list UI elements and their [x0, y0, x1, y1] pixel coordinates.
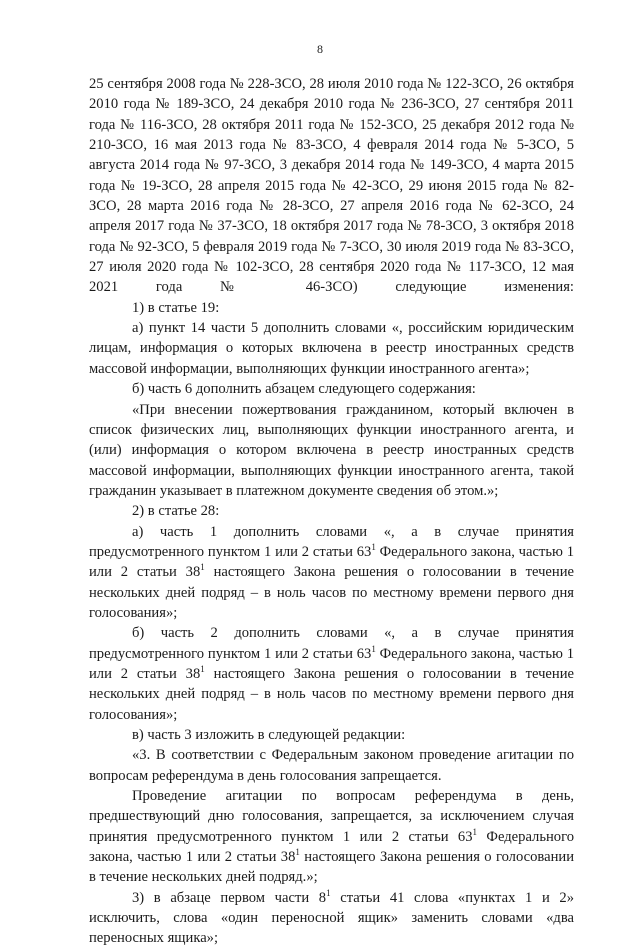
paragraph-article-28-b — [89, 623, 574, 725]
superscript: 1 — [472, 826, 478, 837]
superscript: 1 — [295, 847, 300, 858]
superscript: 1 — [200, 562, 205, 573]
text-segment: Федерального закона, частью 1 или 2 статьи 38 — [89, 828, 575, 866]
text-segment: Проведение агитации по вопросам референдума в день, предшествующий дню голосования, запрещается, за исключением случая принятия предусмотренного пунктом 1 или 2 статьи 63 — [89, 788, 574, 845]
paragraph-article-28-v: в) часть 3 изложить в следующей редакции: — [132, 727, 406, 743]
page-number: 8 — [317, 42, 323, 56]
paragraph-article-28: 2) в статье 28: — [132, 503, 220, 520]
paragraph-article-19-b: б) часть 6 дополнить абзацем следующего содержания: — [132, 381, 476, 398]
superscript: 1 — [371, 643, 376, 654]
document-body — [89, 74, 574, 949]
paragraph-part-3-quote: «3. В соответствии с Федеральным законом проведение агитации по вопросам референдума в день голосования запрещается. — [89, 747, 574, 784]
text-segment: настоящего Закона решения о голосовании в течение нескольких дней подряд.»; — [89, 849, 575, 886]
text-segment: статьи 41 слова «пунктах 1 и 2» исключить, слова «один переносной ящик» заменить словами «два переносных ящика»; — [89, 889, 574, 947]
paragraph-article-19: 1) в статье 19: — [132, 299, 220, 316]
paragraph-article-19-a: а) пункт 14 части 5 дополнить словами «, российским юридическим лицам, информация о которых включена в реестр иностранных средств массовой информации, выполняющих функции иностранного агента»; — [89, 320, 574, 377]
text-segment: б) часть 2 дополнить словами «, а в случае принятия предусмотренного пунктом 1 или 2 статьи 63 — [89, 625, 574, 662]
paragraph-law-list: 25 сентября 2008 года № 228-ЗСО, 28 июля 2010 года № 122-ЗСО, 26 октября 2010 года № 189-ЗСО, 24 декабря 2010 года № 236-ЗСО, 27 сентября 2011 года № 116-ЗСО, 28 октября 2011 года № 152-ЗСО, 25 декабря 2012 года № 210-ЗСО, 16 мая 2013 года № 83-ЗСО, 4 февраля 2014 года № 5-ЗСО, 5 августа 2014 года № 97-ЗСО, 3 декабря 2014 года № 149-ЗСО, 4 марта 2015 года № 19-ЗСО, 28 апреля 2015 года № 42-ЗСО, 29 июня 2015 года № 82-ЗСО, 28 марта 2016 года № 28-ЗСО, 27 апреля 2016 года № 62-ЗСО, 24 апреля 2017 года № 37-ЗСО, 18 октября 2017 года № 78-ЗСО, 3 октября 2018 года № 92-ЗСО, 5 февраля 2019 года № 7-ЗСО, 30 июля 2019 года № 83-ЗСО, 27 июля 2020 года № 102-ЗСО, 28 сентября 2020 года № 117-ЗСО, 12 мая 2021 года № 46-ЗСО) следующие изменения: — [89, 76, 574, 296]
paragraph-article-28-a — [89, 522, 574, 624]
paragraph-donation-quote: «При внесении пожертвования гражданином, который включен в список физических лиц, выполняющих функции иностранного агента, и (или) информация о котором включена в реестр иностранных средств массовой информации, выполняющих функции иностранного агента, такой гражданин указывает в платежном документе сведения об этом.»; — [89, 401, 574, 499]
superscript: 1 — [200, 663, 205, 674]
text-segment: 3) в абзаце первом части 8 — [132, 889, 327, 906]
text-segment: настоящего Закона решения о голосовании в течение нескольких дней подряд – в ноль часов по местному времени первого дня голосования»; — [89, 564, 575, 621]
superscript: 1 — [371, 541, 376, 552]
text-segment: Федерального закона, частью 1 или 2 статьи 38 — [89, 543, 575, 581]
superscript: 1 — [326, 887, 331, 898]
text-segment: а) часть 1 дополнить словами «, а в случае принятия предусмотренного пунктом 1 или 2 статьи 63 — [89, 523, 574, 560]
paragraph-agitation — [89, 786, 574, 888]
paragraph-article-41 — [89, 888, 574, 949]
text-segment: настоящего Закона решения о голосовании в течение нескольких дней подряд – в ноль часов по местному времени первого дня голосования»; — [89, 665, 575, 723]
text-segment: Федерального закона, частью 1 или 2 статьи 38 — [89, 645, 575, 682]
